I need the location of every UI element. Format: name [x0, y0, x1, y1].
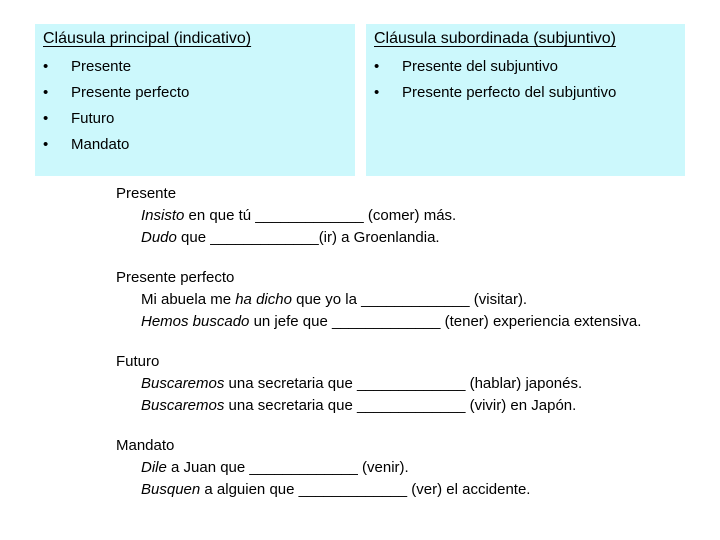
- example-sentence: Buscaremos una secretaria que _____________ (hablar) japonés.: [141, 375, 583, 392]
- answer-blank: _____________: [361, 291, 470, 308]
- list-item: • Futuro: [43, 109, 189, 135]
- main-clause-title: Cláusula principal (indicativo): [43, 30, 252, 47]
- example-sentence: Mi abuela me ha dicho que yo la _____________ (visitar).: [141, 291, 528, 308]
- subordinate-clause-list: [374, 57, 616, 109]
- bullet-icon: •: [43, 136, 49, 153]
- section-heading: Mandato: [116, 437, 175, 454]
- main-clause-list: [43, 57, 189, 161]
- subordinate-clause-box: [366, 24, 685, 176]
- section-heading: Futuro: [116, 353, 160, 370]
- main-clause-box: [35, 24, 355, 176]
- section-mandato: [116, 435, 530, 501]
- answer-blank: _____________: [331, 313, 441, 330]
- section-presente-perfecto: [116, 267, 641, 333]
- bullet-icon: •: [43, 84, 49, 101]
- example-sentence: Hemos buscado un jefe que _____________ (tener) experiencia extensiva.: [141, 313, 642, 330]
- answer-blank: _____________: [298, 481, 408, 498]
- answer-blank: _____________: [255, 207, 364, 224]
- bullet-icon: •: [374, 84, 380, 101]
- section-heading: Presente perfecto: [116, 269, 235, 286]
- answer-blank: _____________: [249, 459, 358, 476]
- list-item: • Mandato: [43, 135, 189, 161]
- bullet-icon: •: [43, 58, 49, 75]
- list-item: • Presente: [43, 57, 189, 83]
- bullet-icon: •: [43, 110, 49, 127]
- example-sentence: Insisto en que tú _____________ (comer) más.: [141, 207, 457, 224]
- subordinate-clause-title: Cláusula subordinada (subjuntivo): [374, 30, 616, 47]
- section-futuro: [116, 351, 582, 417]
- example-sentence: Buscaremos una secretaria que _____________ (vivir) en Japón.: [141, 397, 577, 414]
- list-item: • Presente del subjuntivo: [374, 57, 616, 83]
- section-presente: [116, 183, 456, 249]
- example-sentence: Dile a Juan que _____________ (venir).: [141, 459, 409, 476]
- answer-blank: _____________: [210, 229, 319, 246]
- answer-blank: _____________: [356, 375, 466, 392]
- list-item: • Presente perfecto del subjuntivo: [374, 83, 616, 109]
- bullet-icon: •: [374, 58, 380, 75]
- list-item: • Presente perfecto: [43, 83, 189, 109]
- section-heading: Presente: [116, 185, 177, 202]
- answer-blank: _____________: [356, 397, 466, 414]
- example-sentence: Dudo que _____________(ir) a Groenlandia.: [141, 229, 440, 246]
- example-sentence: Busquen a alguien que _____________ (ver) el accidente.: [141, 481, 531, 498]
